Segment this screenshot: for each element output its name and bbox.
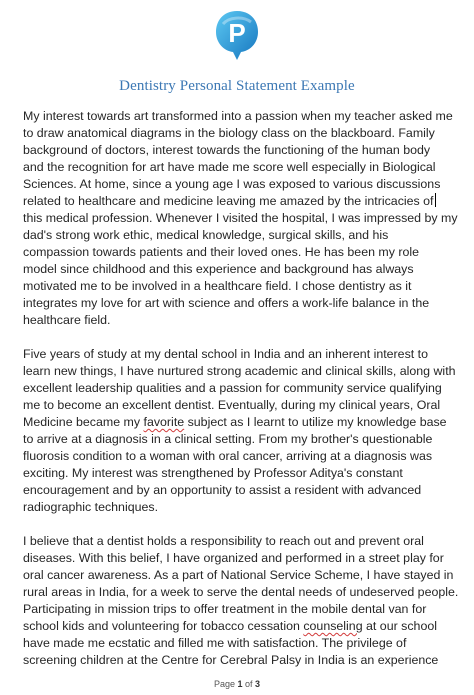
text-line: integrates my love for art with science and offers a work-life balance in the: [23, 296, 430, 310]
logo: [0, 8, 474, 64]
text-line: exciting. My interest was strengthened by Professor Aditya's constant: [23, 466, 403, 480]
page-number: [0, 679, 474, 689]
text-line: to draw anatomical diagrams in the biology class on the blackboard. Family: [23, 126, 435, 140]
paragraph: [23, 533, 463, 669]
text-line: encouragement and by an opportunity to assist a resident with advanced: [23, 483, 422, 497]
document-title: Dentistry Personal Statement Example: [119, 78, 355, 94]
text-line: Five years of study at my dental school in India and an inherent interest to: [23, 347, 428, 361]
text-line: Sciences. At home, since a young age I was exposed to various discussions: [23, 177, 441, 191]
text-line: and the recognition for art have made me score well especially in Biological: [23, 160, 436, 174]
paragraph: [23, 108, 463, 329]
text-line: fluorosis condition to a woman with oral cancer, arriving at a diagnosis was: [23, 449, 433, 463]
text-line: to arrive at a diagnosis in a clinical setting. From my brother's questionable: [23, 432, 433, 446]
text-line: motivated me to be involved in a healthcare field. I chose dentistry as it: [23, 279, 412, 293]
text-line: radiographic techniques.: [23, 500, 159, 514]
text-line: model since childhood and this experience and background has always: [23, 262, 414, 276]
spellcheck-flagged-word[interactable]: favorite: [143, 415, 185, 429]
text-line: Participating in mission trips to offer treatment in the mobile dental van for: [23, 602, 427, 616]
text-line: screening children at the Centre for Cerebral Palsy in India is an experience: [23, 653, 439, 667]
text-line: compassion towards patients and their loved ones. He has been my role: [23, 245, 420, 259]
page-of-label: of: [245, 679, 253, 689]
text-cursor: [435, 193, 436, 207]
text-line: me to become an excellent dentist. Eventually, during my clinical years, Oral: [23, 398, 441, 412]
page-label: Page: [213, 679, 235, 689]
paragraph: [23, 346, 463, 516]
total-pages: 3: [255, 679, 261, 689]
current-page: 1: [237, 679, 243, 689]
text-line: I believe that a dentist holds a responsibility to reach out and prevent oral: [23, 534, 424, 548]
text-line: My interest towards art transformed into a passion when my teacher asked me: [23, 109, 453, 123]
text-line: this medical profession. Whenever I visited the hospital, I was impressed by my: [23, 211, 458, 225]
logo-letter: P: [228, 18, 246, 48]
text-line: Medicine became my favorite subject as I learnt to utilize my knowledge base: [23, 415, 447, 429]
text-line: learn new things, I have nurtured strong academic and clinical skills, along with: [23, 364, 456, 378]
document-body: [23, 108, 463, 686]
text-line: excellent leadership qualities and a passion for community service qualifying: [23, 381, 442, 395]
text-line: oral cancer awareness. As a part of National Service Scheme, I have stayed in: [23, 568, 454, 582]
text-line: have made me ecstatic and filled me with satisfaction. The privilege of: [23, 636, 407, 650]
text-line: background of doctors, interest towards the functioning of the human body: [23, 143, 431, 157]
text-line: dad's strong work ethic, medical knowledge, surgical skills, and his: [23, 228, 389, 242]
brand-logo-icon: [213, 8, 261, 62]
spellcheck-flagged-word[interactable]: counseling: [303, 619, 363, 633]
text-line: related to healthcare and medicine leaving me amazed by the intricacies of: [23, 194, 434, 208]
text-line: healthcare field.: [23, 313, 111, 327]
text-line: school kids and volunteering for tobacco cessation counseling at our school: [23, 619, 437, 633]
text-line: rural areas in India, for a week to serve the dental needs of undeserved people.: [23, 585, 459, 599]
text-line: diseases. With this belief, I have organized and performed in a street play for: [23, 551, 444, 565]
